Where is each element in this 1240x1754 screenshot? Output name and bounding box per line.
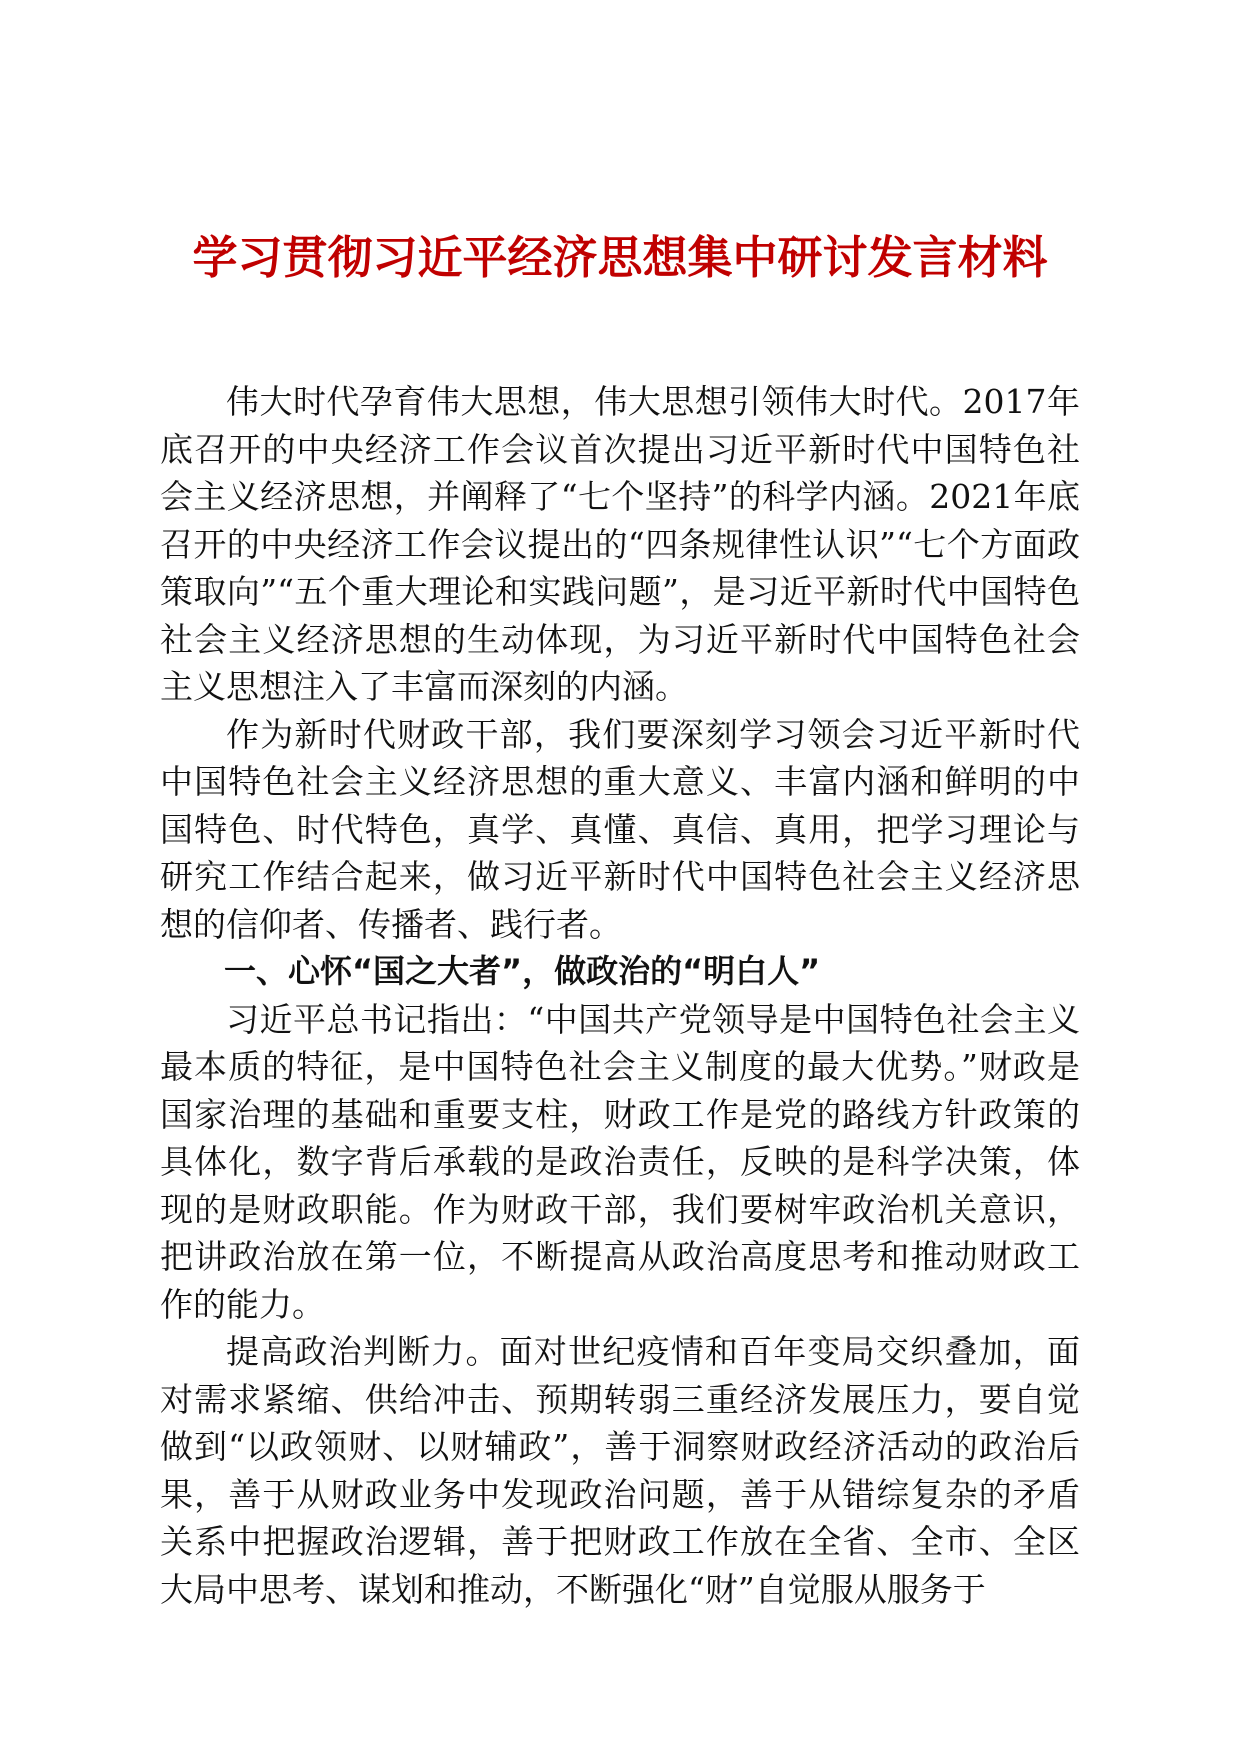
section-heading-1: 一、心怀“国之大者”，做政治的“明白人” bbox=[224, 952, 821, 990]
section-1-paragraph-1: 习近平总书记指出：“中国共产党领导是中国特色社会主义最本质的特征，是中国特色社会主义制度的最大优势。”财政是国家治理的基础和重要支柱，财政工作是党的路线方针政策的具体化，数字背后承载的是政治责任，反映的是科学决策，体现的是财政职能。作为财政干部，我们要树牢政治机关意识，把讲政治放在第一位，不断提高从政治高度思考和推动财政工作的能力。 bbox=[160, 999, 1080, 1324]
intro-paragraph-1: 伟大时代孕育伟大思想，伟大思想引领伟大时代。2017年底召开的中央经济工作会议首次提出习近平新时代中国特色社会主义经济思想，并阐释了“七个坚持”的科学内涵。2021年底召开的中央经济工作会议提出的“四条规律性认识”“七个方面政策取向”“五个重大理论和实践问题”，是习近平新时代中国特色社会主义经济思想的生动体现，为习近平新时代中国特色社会主义思想注入了丰富而深刻的内涵。 bbox=[160, 382, 1080, 706]
intro-paragraph-2: 作为新时代财政干部，我们要深刻学习领会习近平新时代中国特色社会主义经济思想的重大意义、丰富内涵和鲜明的中国特色、时代特色，真学、真懂、真信、真用，把学习理论与研究工作结合起来，做习近平新时代中国特色社会主义经济思想的信仰者、传播者、践行者。 bbox=[160, 714, 1080, 944]
document-title: 学习贯彻习近平经济思想集中研讨发言材料 bbox=[192, 231, 1048, 284]
document-body bbox=[160, 378, 1080, 1613]
section-1-paragraph-2: 提高政治判断力。面对世纪疫情和百年变局交织叠加，面对需求紧缩、供给冲击、预期转弱三重经济发展压力，要自觉做到“以政领财、以财辅政”，善于洞察财政经济活动的政治后果，善于从财政业务中发现政治问题，善于从错综复杂的矛盾关系中把握政治逻辑，善于把财政工作放在全省、全市、全区大局中思考、谋划和推动，不断强化“财”自觉服从服务于 bbox=[160, 1332, 1080, 1609]
